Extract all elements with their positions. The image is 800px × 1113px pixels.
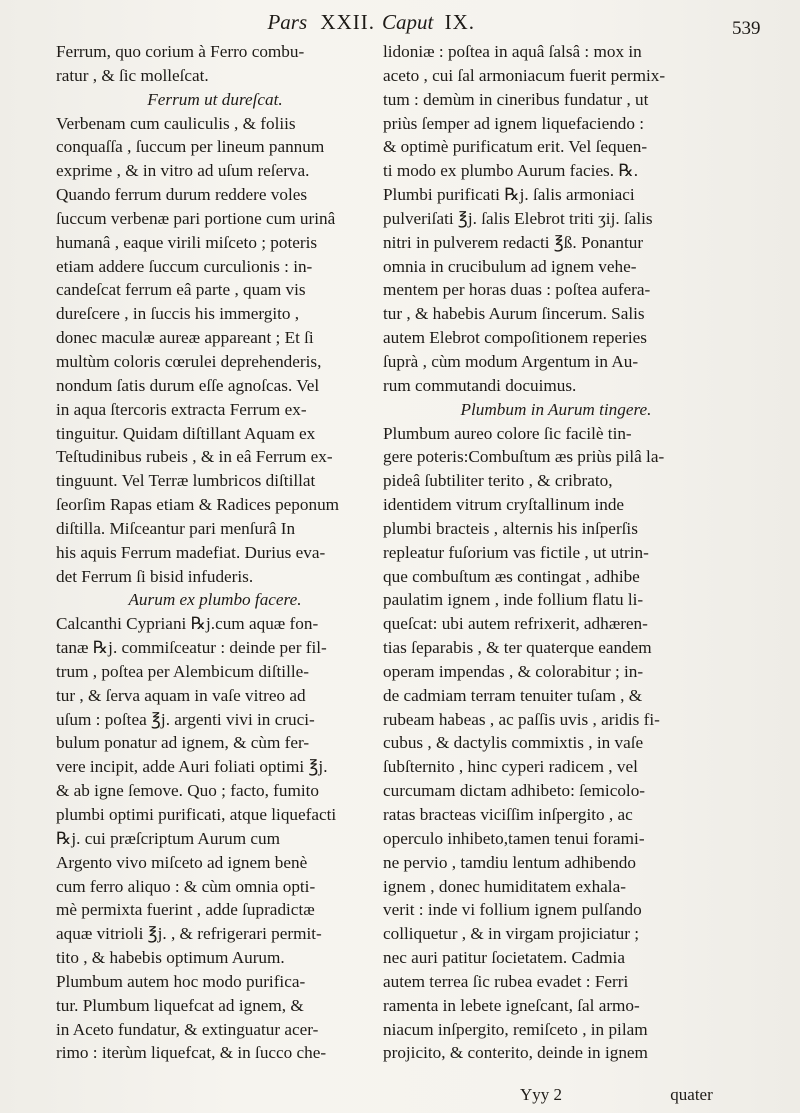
text-line: Plumbum autem hoc modo purifica- xyxy=(56,971,306,991)
text-line: colliquetur , & in virgam projiciatur ; xyxy=(383,924,640,944)
text-line: tito , & habebis optimum Aurum. xyxy=(56,948,285,968)
text-line: trum , poſtea per Alembicum diſtille- xyxy=(56,661,309,681)
text-line: rubeam habeas , ac paſſis uvis , aridis fi- xyxy=(383,709,660,729)
page-footer xyxy=(520,1085,713,1105)
text-line: Plumbi purificati ℞j. ſalis armoniaci xyxy=(383,185,635,205)
text-line: niacum inſpergito, remiſceto , in pilam xyxy=(383,1019,648,1039)
text-line: & ab igne ſemove. Quo ; facto, fumito xyxy=(56,781,319,801)
text-line: ne pervio , tamdiu lentum adhibendo xyxy=(383,852,636,872)
text-line: plumbi bracteis , alternis his inſperſis xyxy=(383,518,638,538)
text-line: nec auri patitur ſocietatem. Cadmia xyxy=(383,948,625,968)
text-line: autem Elebrot compoſitionem reperies xyxy=(383,328,647,348)
text-line: Calcanthi Cypriani ℞j.cum aquæ fon- xyxy=(56,614,319,634)
text-line: queſcat: ubi autem refrixerit, adhæren- xyxy=(383,614,648,634)
text-line: rum commutandi docuimus. xyxy=(383,375,577,395)
text-line: conquaſſa , ſuccum per lineum pannum xyxy=(56,137,325,157)
running-header xyxy=(0,6,800,39)
text-line: tur. Plumbum liquefcat ad ignem, & xyxy=(56,995,304,1015)
text-line: que combuſtum æs contingat , adhibe xyxy=(383,566,640,586)
text-line: tum : demùm in cineribus fundatur , ut xyxy=(383,89,649,109)
header-part-number: XXII. xyxy=(320,10,375,34)
text-line: exprime , & in vitro ad uſum reſerva. xyxy=(56,161,310,181)
text-line: autem terrea ſic rubea evadet : Ferri xyxy=(383,971,629,991)
text-line: lidoniæ : poſtea in aquâ ſalsâ : mox in xyxy=(383,42,642,61)
text-line: curcumam dictam adhibeto: ſemicolo- xyxy=(383,781,646,801)
text-line: in aqua ſtercoris extracta Ferrum ex- xyxy=(56,399,307,419)
signature-mark: Yyy 2 xyxy=(520,1085,563,1104)
header-part xyxy=(267,10,375,35)
text-line: uſum : poſtea ℥j. argenti vivi in cruci- xyxy=(56,709,315,729)
text-line: Ferrum, quo corium à Ferro combu- xyxy=(56,42,305,61)
text-line: Teſtudinibus rubeis , & in eâ Ferrum ex- xyxy=(56,447,333,467)
header-chapter-label: Caput xyxy=(382,10,434,34)
text-line: Plumbum aureo colore ſic facilè tin- xyxy=(383,423,632,443)
text-line: repleatur fuſorium vas fictile , ut utrin- xyxy=(383,542,649,562)
text-line: mentem per horas duas : poſtea aufera- xyxy=(383,280,651,300)
text-line: gere poteris:Combuſtum æs priùs pilâ la- xyxy=(383,447,665,467)
text-line: ignem , donec humiditatem exhala- xyxy=(383,876,626,896)
text-line: multùm coloris cœrulei deprehenderis, xyxy=(56,351,322,371)
text-line: ſuprà , cùm modum Argentum in Au- xyxy=(383,351,639,371)
text-line: cum ferro aliquo : & cùm omnia opti- xyxy=(56,876,316,896)
text-line: candeſcat ferrum eâ parte , quam vis xyxy=(56,280,306,300)
text-line: ſuccum verbenæ pari portione cum urinâ xyxy=(56,208,336,228)
text-line: in Aceto fundatur, & extinguatur acer- xyxy=(56,1019,319,1039)
header-part-label: Pars xyxy=(267,10,308,34)
text-line: paulatim ignem , inde follium flatu li- xyxy=(383,590,644,610)
text-line: verit : inde vi follium ignem pulſando xyxy=(383,900,642,920)
text-line: nitri in pulverem redacti ℥ß. Ponantur xyxy=(383,232,644,252)
text-line: Argento vivo miſceto ad ignem benè xyxy=(56,852,308,872)
page-number: 539 xyxy=(732,18,761,39)
text-line: Verbenam cum cauliculis , & foliis xyxy=(56,113,296,133)
text-line: aquæ vitrioli ℥j. , & refrigerari permit- xyxy=(56,924,322,944)
text-line: omnia in crucibulum ad ignem vehe- xyxy=(383,256,637,276)
text-line: tur , & habebis Aurum ſincerum. Salis xyxy=(383,304,645,324)
text-line: pulveriſati ℥j. ſalis Elebrot triti ʒij. ſalis xyxy=(383,208,653,228)
text-line: donec maculæ aureæ appareant ; Et ſi xyxy=(56,328,314,348)
text-line: diſtilla. Miſceantur pari menſurâ In xyxy=(56,518,296,538)
text-line: pideâ ſubtiliter terito , & cribrato, xyxy=(383,471,613,491)
section-heading: Plumbum in Aurum tingere. xyxy=(460,399,652,419)
text-line: & optimè purificatum erit. Vel ſequen- xyxy=(383,137,648,157)
text-line: humanâ , eaque virili miſceto ; poteris xyxy=(56,232,318,252)
text-line: aceto , cui ſal armoniacum fuerit permix- xyxy=(383,65,666,85)
catchword: quater xyxy=(670,1085,713,1104)
text-line: ti modo ex plumbo Aurum facies. ℞. xyxy=(383,161,639,181)
section-heading: Aurum ex plumbo facere. xyxy=(128,590,302,610)
text-line: tinguitur. Quidam diſtillant Aquam ex xyxy=(56,423,316,443)
text-line: mè permixta fuerint , adde ſupradictæ xyxy=(56,900,315,920)
text-line: tur , & ſerva aquam in vaſe vitreo ad xyxy=(56,685,306,705)
text-line: Quando ferrum durum reddere voles xyxy=(56,185,308,205)
text-line: etiam addere ſuccum curculionis : in- xyxy=(56,256,313,276)
text-line: cubus , & dactylis commixtis , in vaſe xyxy=(383,733,644,753)
left-text-column xyxy=(56,40,374,1065)
text-line: de cadmiam terram tenuiter tuſam , & xyxy=(383,685,643,705)
text-line: projicito, & conterito, deinde in ignem xyxy=(383,1043,648,1063)
text-line: plumbi optimi purificati, atque liquefacti xyxy=(56,805,337,824)
text-line: ratas bracteas viciſſim inſpergito , ac xyxy=(383,805,633,824)
text-line: dureſcere , in ſuccis his immergito , xyxy=(56,304,300,324)
text-line: ſeorſim Rapas etiam & Radices peponum xyxy=(56,495,340,515)
text-line: identidem vitrum cryſtallinum inde xyxy=(383,495,625,515)
text-line: priùs ſemper ad ignem liquefaciendo : xyxy=(383,113,645,133)
text-line: tias ſeparabis , & ter quaterque eandem xyxy=(383,638,652,658)
text-line: rimo : iterùm liquefcat, & in ſucco che- xyxy=(56,1043,327,1063)
right-text-column xyxy=(383,40,729,1065)
text-line: ℞j. cui præſcriptum Aurum cum xyxy=(56,828,281,848)
section-heading: Ferrum ut dureſcat. xyxy=(147,89,283,109)
text-line: det Ferrum ſi bisid infuderis. xyxy=(56,566,254,586)
header-chapter-number: IX. xyxy=(444,10,476,34)
text-line: nondum ſatis durum eſſe agnoſcas. Vel xyxy=(56,375,320,395)
text-line: his aquis Ferrum madefiat. Durius eva- xyxy=(56,542,326,562)
header-chapter xyxy=(382,10,475,35)
text-line: tinguunt. Vel Terræ lumbricos diſtillat xyxy=(56,471,316,491)
text-line: tanæ ℞j. commiſceatur : deinde per fil- xyxy=(56,638,327,658)
text-line: bulum ponatur ad ignem, & cùm fer- xyxy=(56,733,310,753)
text-line: vere incipit, adde Auri foliati optimi ℥j. xyxy=(56,757,328,777)
text-line: operam impendas , & colorabitur ; in- xyxy=(383,661,644,681)
text-line: ratur , & ſic molleſcat. xyxy=(56,65,209,85)
text-line: operculo inhibeto,tamen tenui forami- xyxy=(383,828,645,848)
text-line: ſubſternito , hinc cyperi radicem , vel xyxy=(383,757,638,777)
text-line: ramenta in lebete igneſcant, ſal armo- xyxy=(383,995,640,1015)
